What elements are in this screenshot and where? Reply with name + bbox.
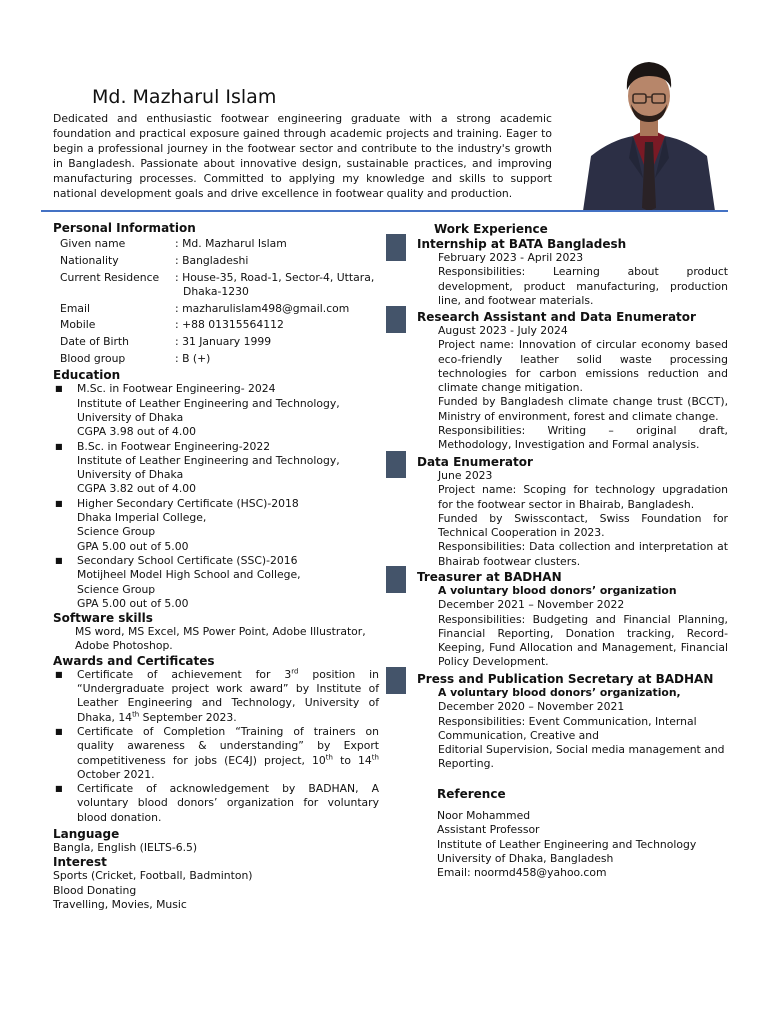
personal-value: : House-35, Road-1, Sector-4, Uttara, — [175, 270, 375, 284]
reference-name: Noor Mohammed — [437, 809, 531, 822]
personal-value-cont: Dhaka-1230 — [183, 284, 249, 298]
award-text: position in “Undergraduate project work award” by Institute of Leather Engineering and Technology, University of Dhaka, 14 — [77, 667, 379, 724]
bullet-icon: ■ — [55, 498, 63, 508]
job-title: Press and Publication Secretary at BADHAN — [417, 672, 714, 686]
job-date: August 2023 - July 2024 — [438, 324, 568, 337]
job-responsibilities: Responsibilities: Data collection and interpretation at Bhairab footwear clusters. — [438, 540, 728, 568]
interest-item: Travelling, Movies, Music — [53, 897, 187, 911]
profile-summary: Dedicated and enthusiastic footwear engineering graduate with a strong academic foundation and practical exposure gained through academic projects and training. Eager to begin a professional journey in the footwear sector and contribute to the industry's growth in Bangladesh. Passionate about innovative design, sustainable practices, and improving manufacturing processes. Committed to applying my knowledge and skills to support national development goals and drive excellence in footwear quality and production. — [53, 112, 552, 200]
personal-label: Mobile — [60, 318, 96, 332]
job-entry — [417, 672, 728, 772]
software-line: MS word, MS Excel, MS Power Point, Adobe Illustrator, — [75, 625, 366, 639]
job-details — [417, 324, 728, 453]
job-title: Data Enumerator — [417, 455, 533, 469]
institution-line: University of Dhaka — [77, 410, 184, 424]
education-item — [53, 554, 379, 611]
personal-row — [53, 271, 379, 300]
award-text: Certificate of acknowledgement by BADHAN, A voluntary blood donors’ organization for voluntary blood donation. — [77, 782, 379, 824]
grade: CGPA 3.98 out of 4.00 — [77, 425, 197, 439]
job-responsibilities: Reporting. — [438, 757, 494, 771]
job-details — [417, 686, 728, 772]
interest-list — [53, 869, 379, 912]
degree-title: B.Sc. in Footwear Engineering-2022 — [77, 439, 271, 453]
job-entry — [417, 455, 728, 569]
institution: Institute of Leather Engineering and Technology, — [77, 396, 340, 410]
candidate-name: Md. Mazharul Islam — [92, 86, 277, 108]
bullet-icon: ■ — [55, 441, 63, 451]
reference-email: Email: noormd458@yahoo.com — [437, 866, 607, 880]
software-heading: Software skills — [53, 611, 153, 626]
job-date: December 2021 – November 2022 — [438, 598, 625, 612]
education-item — [53, 382, 379, 439]
language-text: Bangla, English (IELTS-6.5) — [53, 840, 198, 854]
interest-heading: Interest — [53, 855, 107, 870]
award-text: Certificate of Completion “Training of trainers on quality awareness & understanding” by Export competitiveness for jobs (EC4J) project, 10 — [77, 724, 379, 767]
education-heading: Education — [53, 368, 121, 383]
job-title: Treasurer at BADHAN — [417, 570, 562, 584]
personal-row — [53, 302, 379, 316]
reference-block — [437, 809, 727, 880]
interest-item: Sports (Cricket, Football, Badminton) — [53, 869, 253, 883]
award-sup: th — [371, 752, 379, 761]
section-marker — [386, 667, 406, 694]
institution-line: Science Group — [77, 582, 156, 596]
institution: Dhaka Imperial College, — [77, 511, 207, 525]
job-date: June 2023 — [438, 469, 493, 482]
bullet-icon: ■ — [55, 669, 63, 679]
job-description: Project name: Innovation of circular economy based eco-friendly leather solid waste processing technologies for carbon emissions reduction and climate change mitigation. — [438, 338, 728, 395]
award-text: to 14 — [332, 753, 372, 767]
job-responsibilities: Editorial Supervision, Social media management and — [438, 743, 725, 757]
section-marker — [386, 306, 406, 333]
work-experience-heading: Work Experience — [434, 222, 548, 236]
award-text: October 2021. — [77, 767, 155, 781]
language-heading: Language — [53, 826, 120, 841]
bullet-icon: ■ — [55, 555, 63, 565]
bullet-icon: ■ — [55, 784, 63, 794]
award-item — [53, 668, 379, 725]
award-item — [53, 782, 379, 825]
award-text: Certificate of achievement for 3 — [77, 667, 292, 681]
personal-label: Email — [60, 301, 90, 315]
job-details — [417, 584, 728, 670]
reference-heading: Reference — [437, 787, 506, 801]
personal-value: : +88 01315564112 — [175, 318, 284, 332]
job-title: Internship at BATA Bangladesh — [417, 237, 627, 251]
award-sup: th — [132, 710, 140, 719]
personal-value: : Bangladeshi — [175, 253, 249, 267]
education-item — [53, 497, 379, 554]
degree-title: Higher Secondary Certificate (HSC)-2018 — [77, 496, 299, 510]
institution-line: University of Dhaka — [77, 468, 184, 482]
personal-value: : mazharulislam498@gmail.com — [175, 301, 350, 315]
job-funding: Funded by Swisscontact, Swiss Foundation for Technical Cooperation in 2023. — [438, 511, 728, 540]
job-responsibilities: Responsibilities: Writing – original draft, Methodology, Investigation and Formal analysis. — [438, 424, 728, 452]
personal-row — [53, 352, 379, 366]
institution-line: Science Group — [77, 525, 156, 539]
software-list — [53, 625, 379, 654]
education-list — [53, 382, 379, 611]
job-responsibilities: Responsibilities: Event Communication, Internal — [438, 714, 697, 728]
award-sup: th — [325, 752, 333, 761]
awards-list — [53, 668, 379, 825]
job-description: Responsibilities: Learning about product development, product manufacturing, production line, and footwear materials. — [438, 265, 728, 307]
left-column — [53, 221, 379, 912]
personal-label: Blood group — [60, 352, 126, 366]
personal-info-table — [53, 237, 379, 366]
degree-title: M.Sc. in Footwear Engineering- 2024 — [77, 382, 276, 396]
award-text: September 2023. — [139, 710, 237, 724]
bullet-icon: ■ — [55, 384, 63, 394]
personal-info-heading: Personal Information — [53, 221, 196, 235]
award-item — [53, 725, 379, 782]
personal-label: Current Residence — [60, 270, 160, 284]
grade: GPA 5.00 out of 5.00 — [77, 596, 189, 610]
job-details — [417, 469, 728, 569]
job-date: February 2023 - April 2023 — [438, 251, 584, 264]
award-sup: rd — [291, 667, 299, 676]
education-item — [53, 440, 379, 497]
job-details — [417, 251, 728, 308]
interest-item: Blood Donating — [53, 883, 137, 897]
grade: CGPA 3.82 out of 4.00 — [77, 482, 197, 496]
grade: GPA 5.00 out of 5.00 — [77, 539, 189, 553]
section-marker — [386, 451, 406, 478]
awards-heading: Awards and Certificates — [53, 653, 215, 668]
reference-university: University of Dhaka, Bangladesh — [437, 851, 614, 865]
job-responsibilities: Communication, Creative and — [438, 728, 599, 742]
reference-position: Assistant Professor — [437, 823, 540, 837]
header-divider — [41, 210, 728, 212]
personal-value: : Md. Mazharul Islam — [175, 237, 287, 250]
job-organization: A voluntary blood donors’ organization, — [438, 686, 681, 699]
bullet-icon: ■ — [55, 726, 63, 736]
job-entry — [417, 237, 728, 308]
software-line: Adobe Photoshop. — [75, 639, 173, 653]
personal-value: : 31 January 1999 — [175, 335, 272, 349]
job-description: Project name: Scoping for technology upgradation for the footwear sector in Bhairab, Bangladesh. — [438, 483, 728, 511]
job-title: Research Assistant and Data Enumerator — [417, 310, 696, 324]
job-entry — [417, 570, 728, 670]
section-marker — [386, 234, 406, 261]
personal-label: Nationality — [60, 253, 119, 267]
reference-institute: Institute of Leather Engineering and Technology — [437, 837, 697, 851]
profile-photo — [581, 58, 717, 211]
institution: Motijheel Model High School and College, — [77, 568, 301, 582]
personal-row — [53, 335, 379, 349]
section-marker — [386, 566, 406, 593]
personal-label: Date of Birth — [60, 335, 129, 349]
degree-title: Secondary School Certificate (SSC)-2016 — [77, 553, 298, 567]
job-funding: Funded by Bangladesh climate change trust (BCCT), Ministry of environment, forest and climate change. — [438, 395, 728, 423]
job-organization: A voluntary blood donors’ organization — [438, 584, 677, 597]
job-entry — [417, 310, 728, 453]
job-responsibilities: Responsibilities: Budgeting and Financial Planning, Financial Reporting, Donation tracking, Record-Keeping, Fund Allocation and Management, Financial Policy Development. — [438, 612, 728, 669]
personal-value: : B (+) — [175, 352, 211, 366]
personal-row — [53, 254, 379, 268]
personal-label: Given name — [60, 237, 126, 250]
personal-row — [53, 318, 379, 332]
personal-row — [53, 237, 379, 251]
job-date: December 2020 – November 2021 — [438, 700, 625, 714]
institution: Institute of Leather Engineering and Technology, — [77, 453, 340, 467]
